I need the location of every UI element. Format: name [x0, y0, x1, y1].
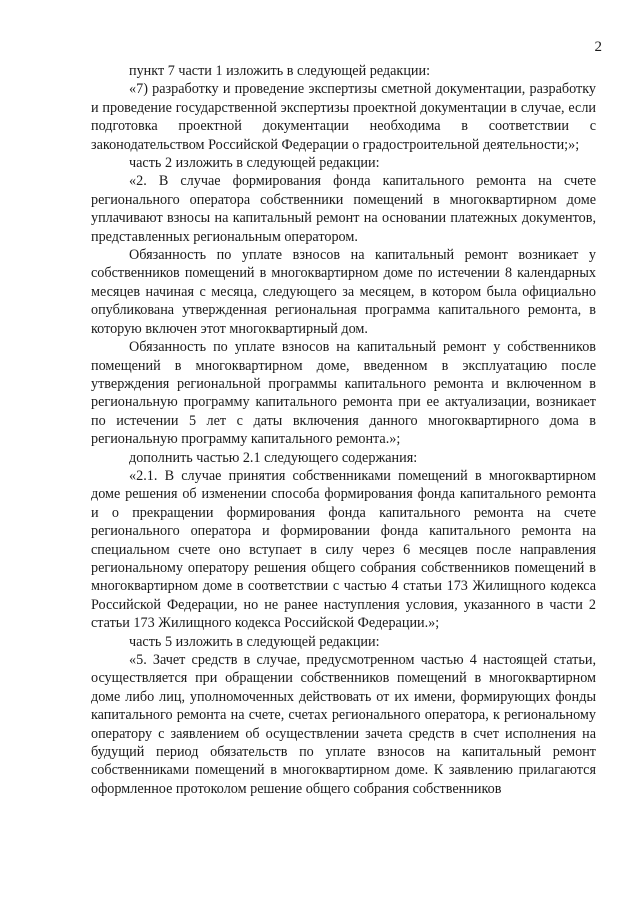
paragraph: «2.1. В случае принятия собственниками помещений в многоквартирном доме решения об изменении способа формирования фонда капитального ремонта и о прекращении формирования фонда капитального ремонта на счете регионального оператора и формировании фонда капитального ремонта на специальном счете оно вступает в силу через 6 месяцев после направления региональному оператору решения общего собрания собственников помещений в многоквартирном доме в соответствии с частью 4 статьи 173 Жилищного кодекса Российской Федерации, но не ранее наступления условия, указанного в части 2 статьи 173 Жилищного кодекса Российской Федерации.»; — [91, 467, 596, 632]
paragraph: «5. Зачет средств в случае, предусмотренном частью 4 настоящей статьи, осуществляется при обращении собственников помещений в многоквартирном доме либо лиц, уполномоченных действовать от их имени, формирующих фонды капитального ремонта на счете, счетах регионального оператора, к региональному оператору с заявлением об осуществлении зачета средств в счет исполнения на будущий период обязательств по уплате взносов на капитальный ремонт собственниками помещений в многоквартирном доме. К заявлению прилагаются оформленное протоколом решение общего собрания собственников — [91, 652, 596, 797]
paragraph: часть 2 изложить в следующей редакции: — [129, 155, 380, 172]
paragraph: Обязанность по уплате взносов на капитальный ремонт у собственников помещений в многоквартирном доме, введенном в эксплуатацию после утверждения региональной программы капитального ремонта и включенном в региональную программу капитального ремонта при ее актуализации, возникает по истечении 5 лет с даты включения данного многоквартирного дома в региональную программу капитального ремонта.»; — [91, 339, 596, 448]
paragraph: дополнить частью 2.1 следующего содержания: — [129, 449, 418, 466]
paragraph: «2. В случае формирования фонда капитального ремонта на счете регионального оператора собственники помещений в многоквартирном доме уплачивают взносы на капитальный ремонт на основании платежных документов, представленных региональным оператором. — [91, 173, 596, 245]
document-body — [91, 62, 596, 798]
paragraph: часть 5 изложить в следующей редакции: — [129, 633, 380, 650]
page-number: 2 — [594, 39, 602, 55]
paragraph: пункт 7 части 1 изложить в следующей редакции: — [129, 63, 431, 79]
paragraph: Обязанность по уплате взносов на капитальный ремонт возникает у собственников помещений в многоквартирном доме по истечении 8 календарных месяцев начиная с месяца, следующего за месяцем, в котором была официально опубликована утвержденная региональная программа капитального ремонта, в которую включен этот многоквартирный дом. — [91, 247, 596, 337]
paragraph: «7) разработку и проведение экспертизы сметной документации, разработку и проведение государственной экспертизы проектной документации в случае, если подготовка проектной документации необходима в соответствии с законодательством Российской Федерации о градостроительной деятельности;»; — [91, 81, 596, 153]
